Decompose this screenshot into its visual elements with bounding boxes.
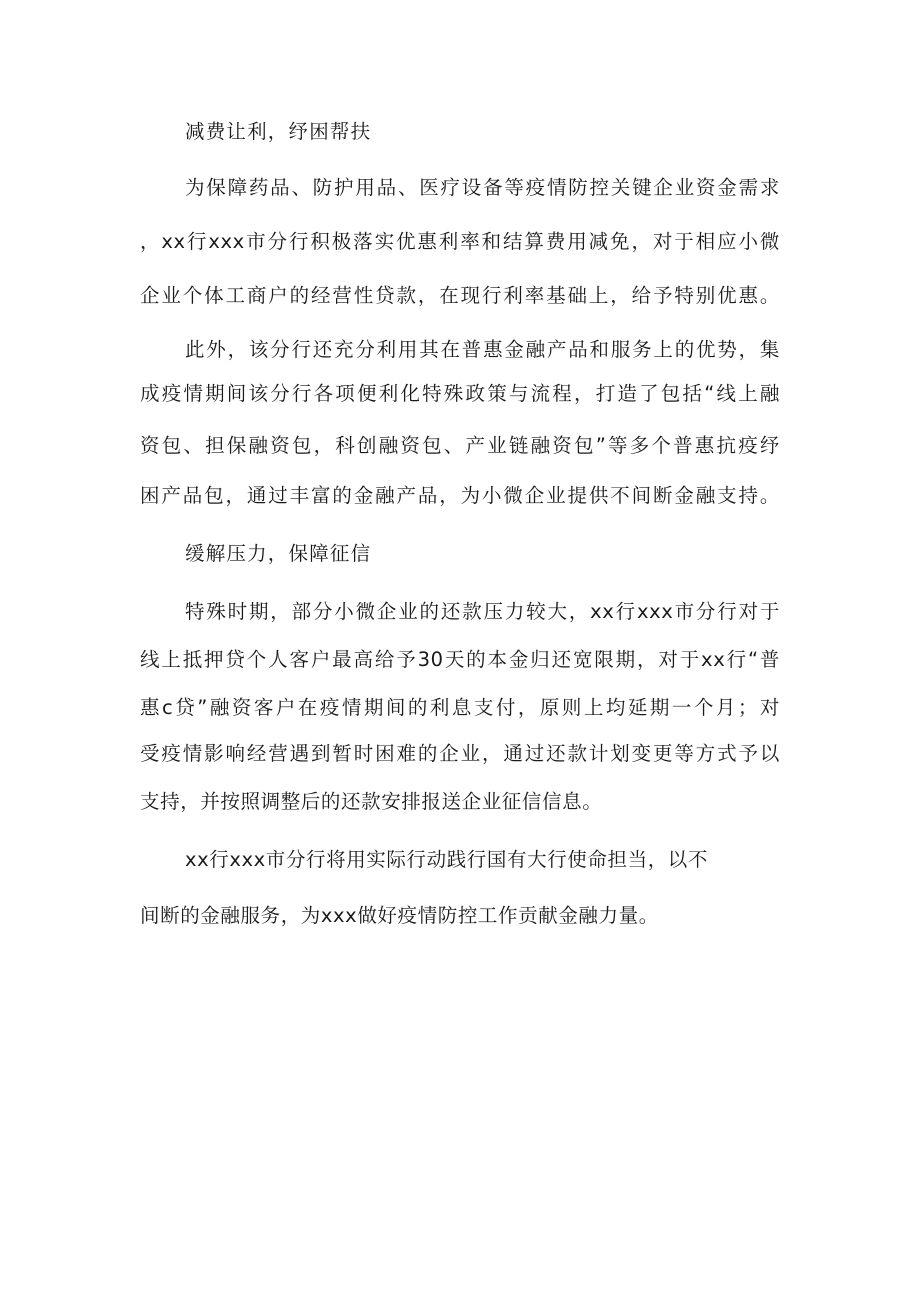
- paragraph-line: 受疫情影响经营遇到暂时困难的企业，通过还款计划变更等方式予以: [140, 742, 780, 765]
- paragraph-line: 为保障药品、防护用品、医疗设备等疫情防控关键企业资金需求: [185, 176, 780, 199]
- paragraph-line: 企业个体工商户的经营性贷款，在现行利率基础上，给予特别优惠。: [140, 284, 780, 307]
- section-heading: 减费让利，纾困帮扶: [185, 120, 372, 143]
- paragraph-line: 成疫情期间该分行各项便利化特殊政策与流程，打造了包括“线上融: [140, 382, 780, 405]
- section-heading: 缓解压力，保障征信: [185, 542, 372, 565]
- paragraph-line: 间断的金融服务，为xxx做好疫情防控工作贡献金融力量。: [140, 904, 659, 927]
- paragraph-line: 困产品包，通过丰富的金融产品，为小微企业提供不间断金融支持。: [140, 484, 780, 507]
- paragraph-line: ，xx行xxx市分行积极落实优惠利率和结算费用减免，对于相应小微: [140, 230, 780, 253]
- paragraph-line: 支持，并按照调整后的还款安排报送企业征信信息。: [140, 790, 603, 813]
- paragraph-line: 特殊时期，部分小微企业的还款压力较大，xx行xxx市分行对于: [185, 600, 780, 623]
- paragraph-line: 惠c贷”融资客户在疫情期间的利息支付，原则上均延期一个月；对: [140, 696, 780, 719]
- paragraph-line: 资包、担保融资包，科创融资包、产业链融资包”等多个普惠抗疫纾: [140, 434, 780, 457]
- paragraph-line: xx行xxx市分行将用实际行动践行国有大行使命担当，以不: [185, 848, 709, 871]
- paragraph-line: 线上抵押贷个人客户最高给予30天的本金归还宽限期，对于xx行“普: [140, 648, 780, 671]
- paragraph-line: 此外，该分行还充分利用其在普惠金融产品和服务上的优势，集: [185, 338, 780, 361]
